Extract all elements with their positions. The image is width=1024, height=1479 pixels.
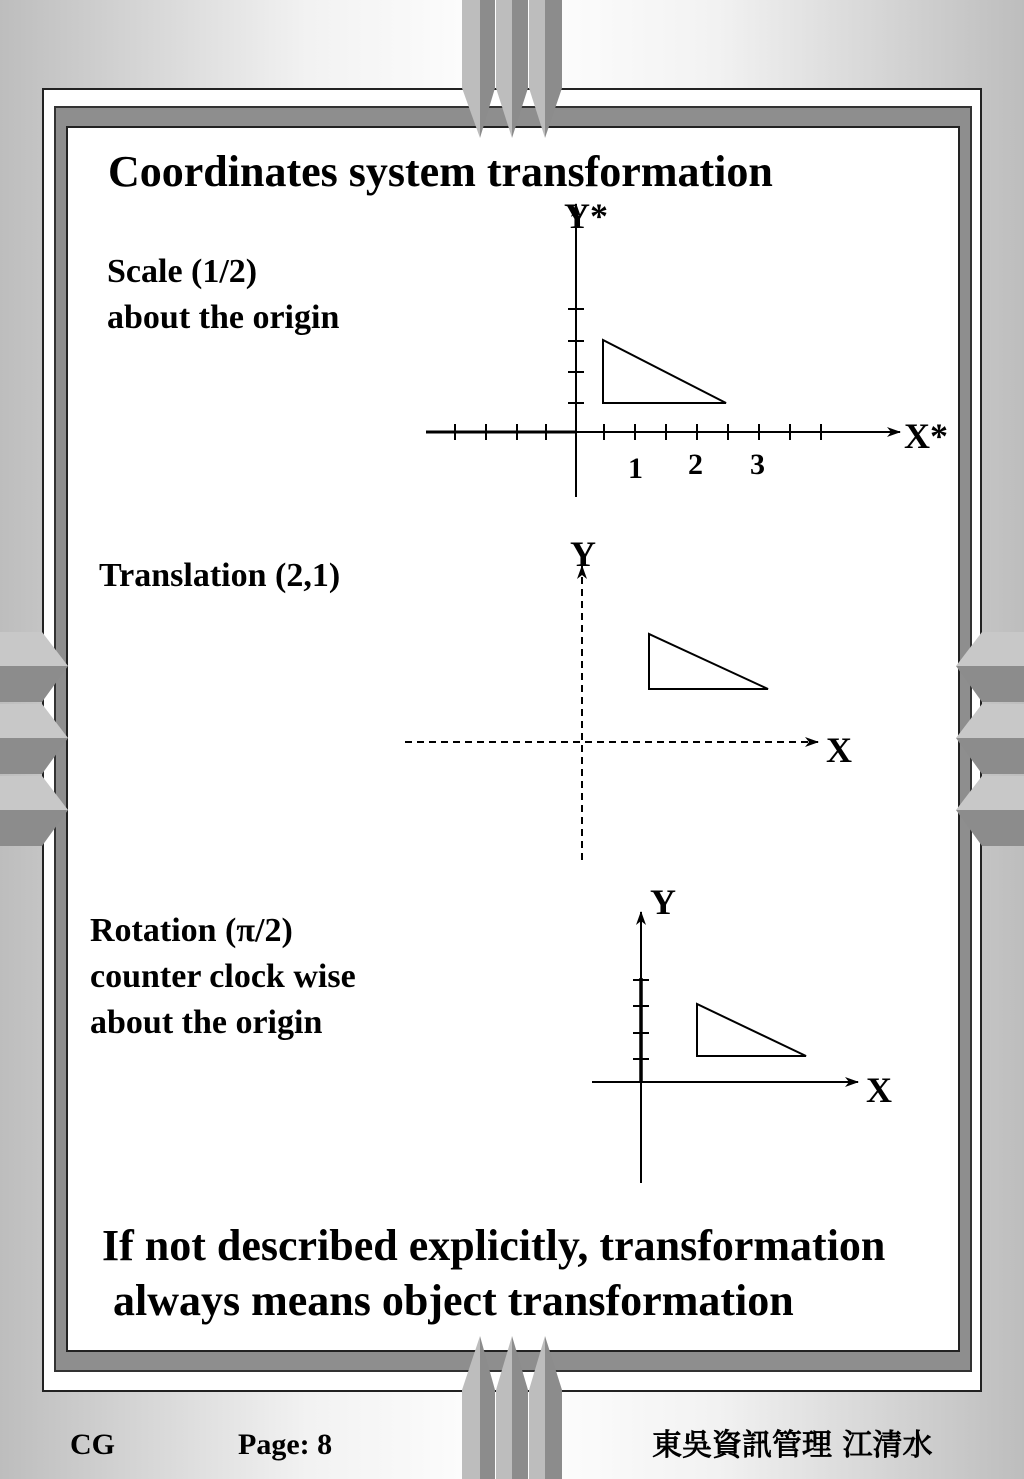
- footer-course: CG: [70, 1428, 115, 1461]
- bottom-note: [102, 1218, 885, 1328]
- scale-y-axis-label: Y*: [564, 196, 608, 236]
- footer-author: 東吳資訊管理 江清水: [652, 1428, 933, 1463]
- scale-label-line: about the origin: [107, 299, 340, 336]
- scale-x-axis-label: X*: [904, 416, 948, 456]
- scale-tick-label: 2: [688, 448, 703, 481]
- bottom-note-line: always means object transformation: [102, 1276, 794, 1325]
- translation-triangle: [649, 634, 768, 689]
- scale-label-line: Scale (1/2): [107, 253, 258, 290]
- translation-diagram: [405, 534, 852, 860]
- scale-diagram: [426, 196, 948, 497]
- rotation-label-line: Rotation (π/2): [90, 912, 293, 949]
- rotation-diagram: [592, 882, 892, 1183]
- scale-tick-label: 1: [628, 452, 643, 485]
- rotation-y-axis-label: Y: [650, 882, 676, 922]
- footer-page-number: Page: 8: [238, 1428, 333, 1461]
- translation-x-axis-label: X: [826, 730, 852, 770]
- bottom-note-line: If not described explicitly, transformation: [102, 1221, 886, 1270]
- scale-tick-label: 3: [750, 448, 765, 481]
- translation-label-line: Translation (2,1): [99, 557, 341, 594]
- scale-triangle: [603, 340, 726, 403]
- rotation-label-line: about the origin: [90, 1004, 323, 1041]
- rotation-x-axis-label: X: [866, 1070, 892, 1110]
- slide-title: Coordinates system transformation: [108, 147, 773, 196]
- translation-y-axis-label: Y: [570, 534, 596, 574]
- rotation-label-line: counter clock wise: [90, 958, 356, 995]
- rotation-triangle: [697, 1004, 806, 1056]
